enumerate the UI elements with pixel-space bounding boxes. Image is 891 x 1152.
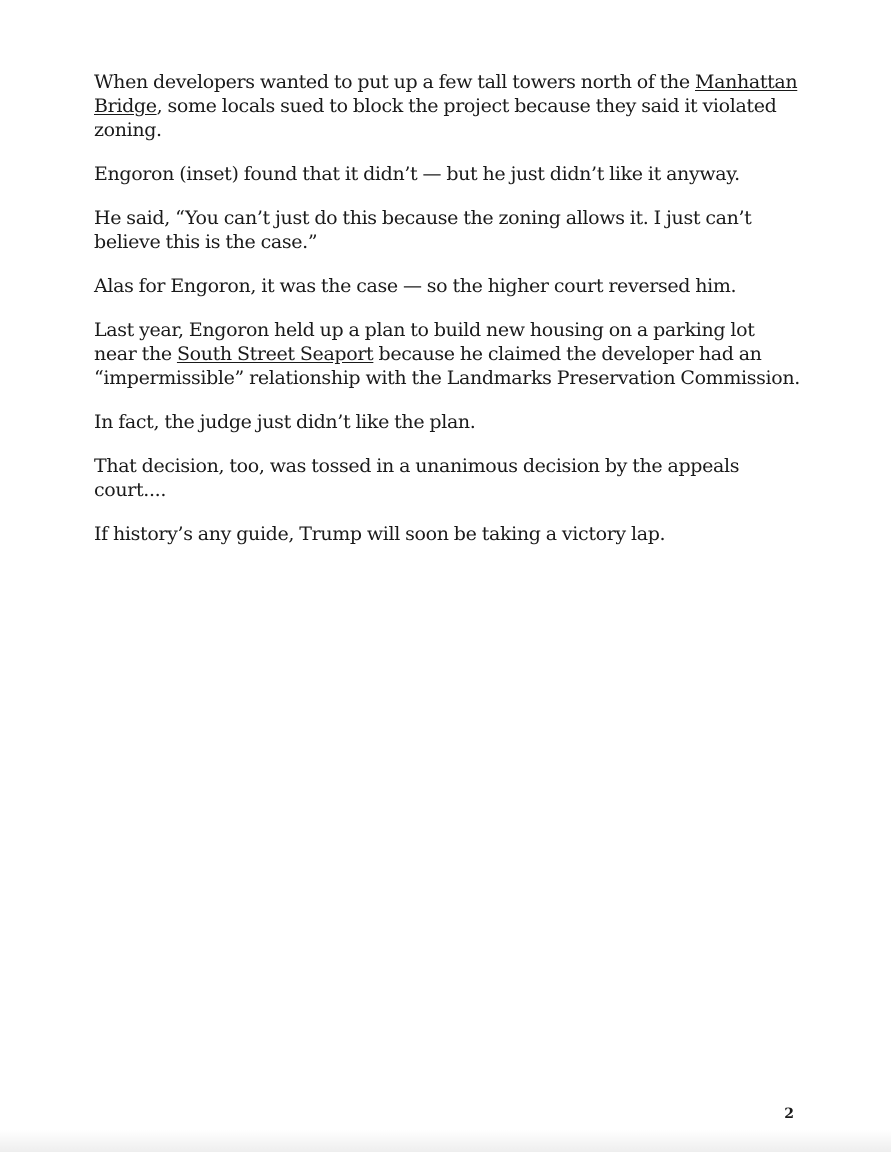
paragraph-appeals: That decision, too, was tossed in a unanimous decision by the appeals court.... — [94, 455, 740, 501]
paragraph-reversed: Alas for Engoron, it was the case — so the higher court reversed him. — [94, 275, 737, 297]
paragraph-manhattan-bridge — [94, 70, 800, 142]
page-bottom-shadow — [0, 1130, 891, 1152]
paragraph-text: When developers wanted to put up a few tall towers north of the — [94, 71, 695, 93]
paragraph-seaport — [94, 318, 800, 390]
article-body — [94, 70, 800, 566]
manhattan-bridge-link[interactable]: Manhattan Bridge — [94, 71, 798, 117]
paragraph-engoron-inset: Engoron (inset) found that it didn’t — but he just didn’t like it anyway. — [94, 163, 740, 185]
paragraph-text: because he claimed the developer had an “impermissible” relationship with the Landmarks Preservation Commission. — [94, 343, 800, 389]
paragraph-text: Last year, Engoron held up a plan to build new housing on a parking lot near the — [94, 319, 755, 365]
paragraph-quote: He said, “You can’t just do this because the zoning allows it. I just can’t believe this is the case.” — [94, 207, 752, 253]
paragraph-victory-lap: If history’s any guide, Trump will soon be taking a victory lap. — [94, 523, 666, 545]
paragraph-judge-plan: In fact, the judge just didn’t like the plan. — [94, 411, 476, 433]
south-street-seaport-link[interactable]: South Street Seaport — [176, 343, 374, 365]
paragraph-text: , some locals sued to block the project because they said it violated zoning. — [94, 95, 777, 141]
page-number: 2 — [784, 1106, 794, 1122]
